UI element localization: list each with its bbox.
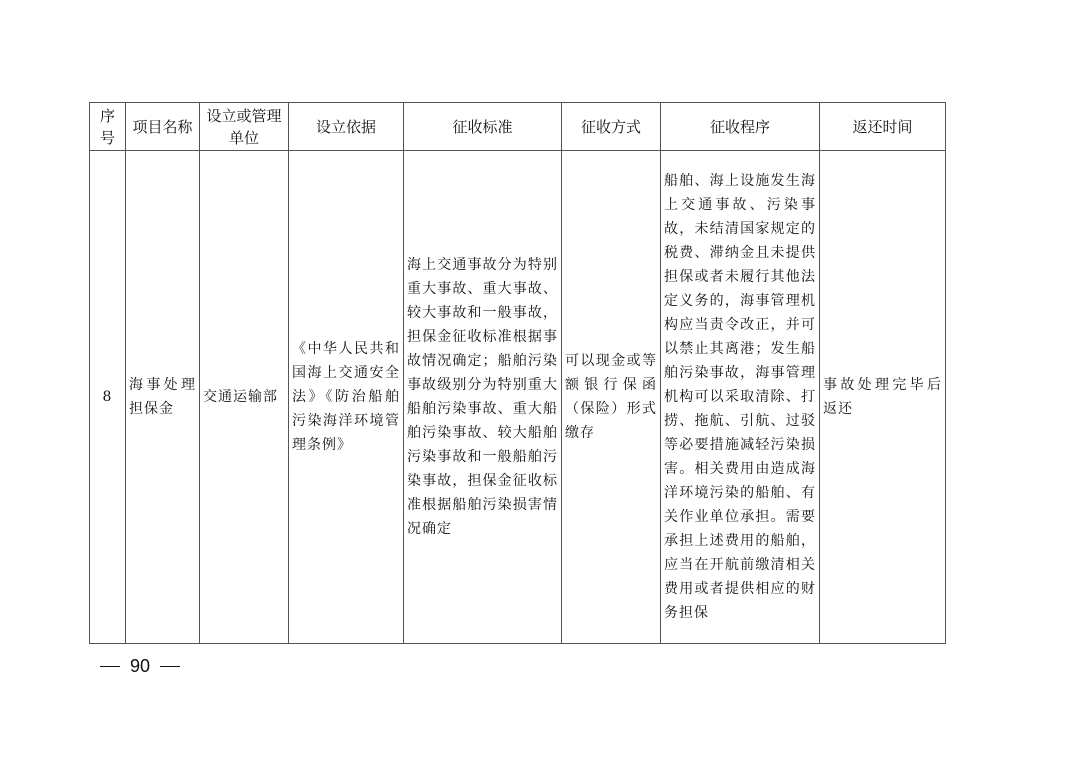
footer-dash-right: [160, 666, 180, 667]
cell-method: 可以现金或等额银行保函（保险）形式缴存: [562, 151, 661, 644]
header-standard: 征收标准: [404, 103, 562, 151]
header-procedure: 征收程序: [661, 103, 820, 151]
cell-procedure: 船舶、海上设施发生海上交通事故、污染事故，未结清国家规定的税费、滞纳金且未提供担保或者未履行其他法定义务的，海事管理机构应当责令改正，并可以禁止其离港；发生船舶污染事故，海事管理机构可以采取清除、打捞、拖航、引航、过驳等必要措施减轻污染损害。相关费用由造成海洋环境污染的船舶、有关作业单位承担。需要承担上述费用的船舶，应当在开航前缴清相关费用或者提供相应的财务担保: [661, 151, 820, 644]
cell-dept: 交通运输部: [200, 151, 289, 644]
cell-seq: 8: [90, 151, 126, 644]
header-basis: 设立依据: [289, 103, 404, 151]
header-row: [90, 103, 946, 151]
header-seq: 序号: [90, 103, 126, 151]
cell-refund: 事故处理完毕后返还: [820, 151, 946, 644]
page-footer: [100, 656, 180, 677]
header-dept: 设立或管理单位: [200, 103, 289, 151]
cell-basis: 《中华人民共和国海上交通安全法》《防治船舶污染海洋环境管理条例》: [289, 151, 404, 644]
cell-name: 海事处理担保金: [126, 151, 200, 644]
header-method: 征收方式: [562, 103, 661, 151]
table-row: [90, 151, 946, 644]
header-name: 项目名称: [126, 103, 200, 151]
cell-standard: 海上交通事故分为特别重大事故、重大事故、较大事故和一般事故，担保金征收标准根据事故情况确定；船舶污染事故级别分为特别重大船舶污染事故、重大船舶污染事故、较大船舶污染事故和一般船舶污染事故，担保金征收标准根据船舶污染损害情况确定: [404, 151, 562, 644]
footer-dash-left: [100, 666, 120, 667]
page-number: 90: [130, 656, 151, 676]
header-refund: 返还时间: [820, 103, 946, 151]
fee-table: [89, 102, 946, 644]
